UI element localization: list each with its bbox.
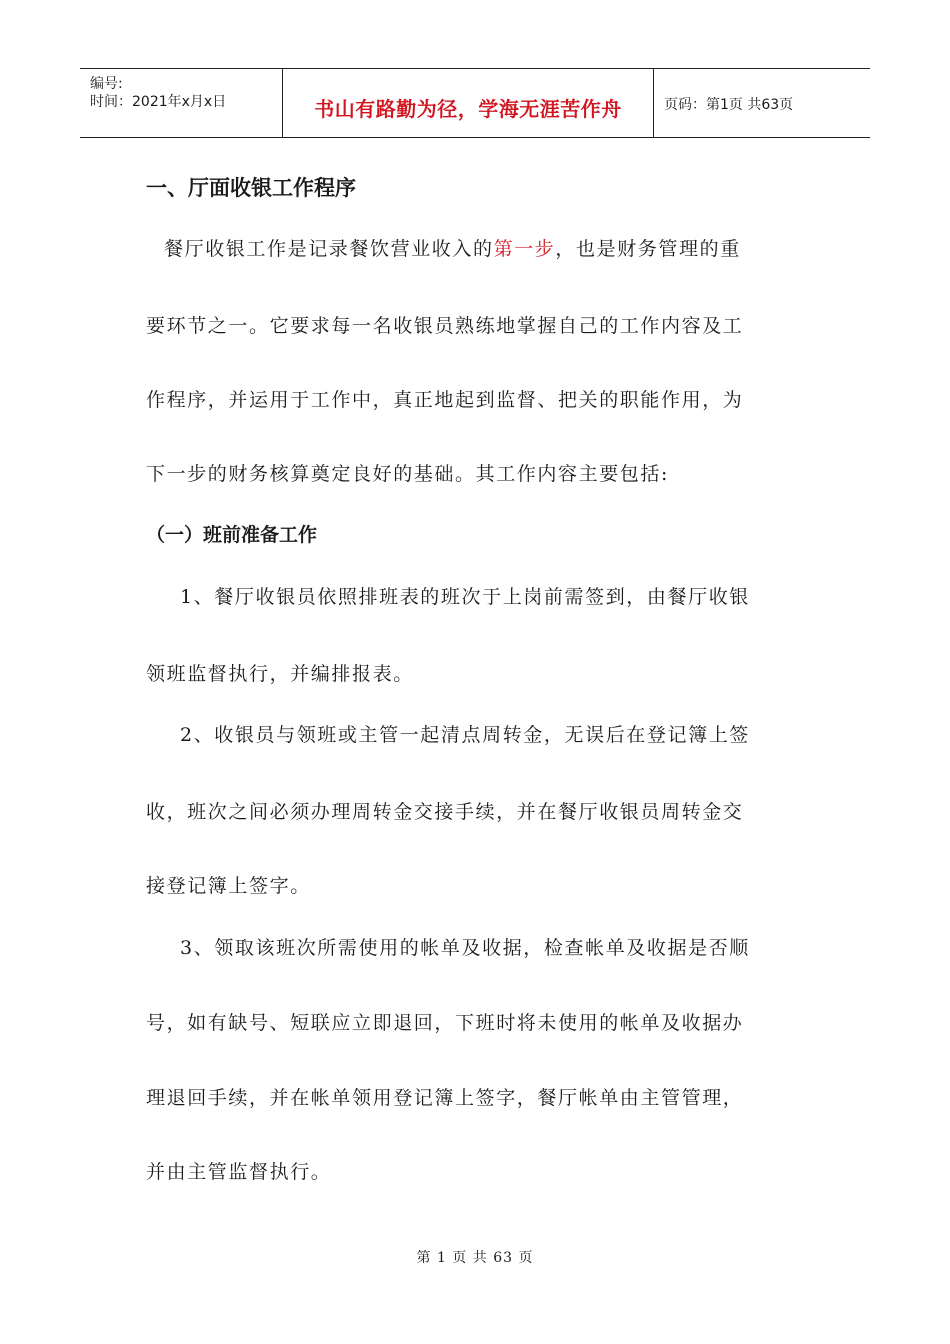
intro-line-4: 下一步的财务核算奠定良好的基础。其工作内容主要包括: xyxy=(146,463,670,485)
intro-line-1-pre: 餐厅收银工作是记录餐饮营业收入的 xyxy=(164,238,494,260)
item-2-line-2: 收，班次之间必须办理周转金交接手续，并在餐厅收银员周转金交 xyxy=(146,801,744,823)
highlight-first-step: 第一步 xyxy=(493,238,556,260)
intro-line-2: 要环节之一。它要求每一名收银员熟练地掌握自己的工作内容及工 xyxy=(146,315,744,337)
document-header xyxy=(80,68,870,138)
header-meta-cell xyxy=(80,69,283,137)
item-2-line-1: 2、收银员与领班或主管一起清点周转金，无误后在登记簿上签 xyxy=(180,724,750,746)
header-motto: 书山有路勤为径，学海无涯苦作舟 xyxy=(314,97,622,121)
item-3-line-1: 3、领取该班次所需使用的帐单及收据，检查帐单及收据是否顺 xyxy=(180,937,750,959)
subsection-title: （一）班前准备工作 xyxy=(146,524,318,546)
header-page-info: 页码：第1页 共63页 xyxy=(664,97,794,113)
header-page-cell xyxy=(654,69,870,137)
item-2-line-3: 接登记簿上签字。 xyxy=(146,875,311,897)
item-3-line-4: 并由主管监督执行。 xyxy=(146,1161,332,1183)
intro-line-1 xyxy=(164,234,741,261)
section-title: 一、厅面收银工作程序 xyxy=(146,176,356,200)
intro-line-1-post: ，也是财务管理的重 xyxy=(555,238,741,260)
item-3-line-2: 号，如有缺号、短联应立即退回，下班时将未使用的帐单及收据办 xyxy=(146,1012,744,1034)
header-motto-cell xyxy=(283,69,654,137)
intro-line-3: 作程序，并运用于工作中，真正地起到监督、把关的职能作用，为 xyxy=(146,389,744,411)
document-number-label: 编号: xyxy=(90,76,123,92)
document-date: 时间：2021年x月x日 xyxy=(90,94,227,110)
item-1-line-2: 领班监督执行，并编排报表。 xyxy=(146,663,414,685)
item-3-line-3: 理退回手续，并在帐单领用登记簿上签字，餐厅帐单由主管管理， xyxy=(146,1087,744,1109)
page-footer: 第 1 页 共 63 页 xyxy=(416,1250,534,1266)
item-1-line-1: 1、餐厅收银员依照排班表的班次于上岗前需签到，由餐厅收银 xyxy=(180,586,750,608)
